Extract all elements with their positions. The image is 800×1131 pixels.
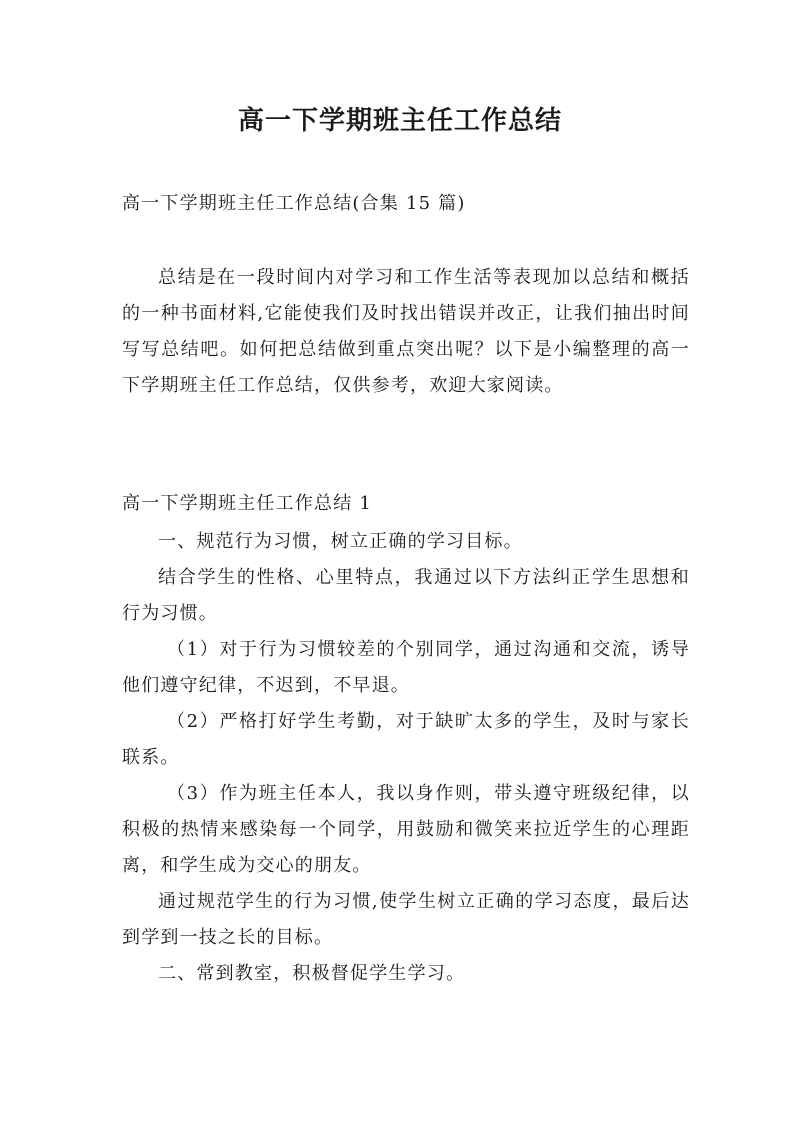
body-paragraph-item-1: （1）对于行为习惯较差的个别同学，通过沟通和交流，诱导他们遵守纪律，不迟到，不早退。: [122, 639, 690, 696]
page-title: 高一下学期班主任工作总结: [237, 106, 562, 136]
body-paragraph: 结合学生的性格、心里特点，我通过以下方法纠正学生思想和行为习惯。: [122, 567, 690, 624]
body-paragraph-item-2: （2）严格打好学生考勤，对于缺旷太多的学生，及时与家长联系。: [122, 711, 690, 768]
section-heading-1: 高一下学期班主任工作总结 1: [122, 493, 372, 514]
document-subtitle: 高一下学期班主任工作总结(合集 15 篇): [122, 193, 466, 214]
body-paragraph-item-3: （3）作为班主任本人，我以身作则，带头遵守班级纪律，以积极的热情来感染每一个同学，用鼓励和微笑来拉近学生的心理距离，和学生成为交心的朋友。: [122, 783, 690, 876]
body-paragraph-heading-1: 一、规范行为习惯，树立正确的学习目标。: [158, 531, 523, 552]
body-paragraph-heading-2: 二、常到教室，积极督促学生学习。: [158, 963, 466, 984]
intro-paragraph: 总结是在一段时间内对学习和工作生活等表现加以总结和概括的一种书面材料,它能使我们及时找出错误并改正，让我们抽出时间写写总结吧。如何把总结做到重点突出呢？以下是小编整理的高一下学期班主任工作总结，仅供参考，欢迎大家阅读。: [122, 267, 690, 396]
body-paragraph: 通过规范学生的行为习惯,使学生树立正确的学习态度，最后达到学到一技之长的目标。: [122, 891, 690, 948]
section-1-body: [122, 524, 690, 992]
